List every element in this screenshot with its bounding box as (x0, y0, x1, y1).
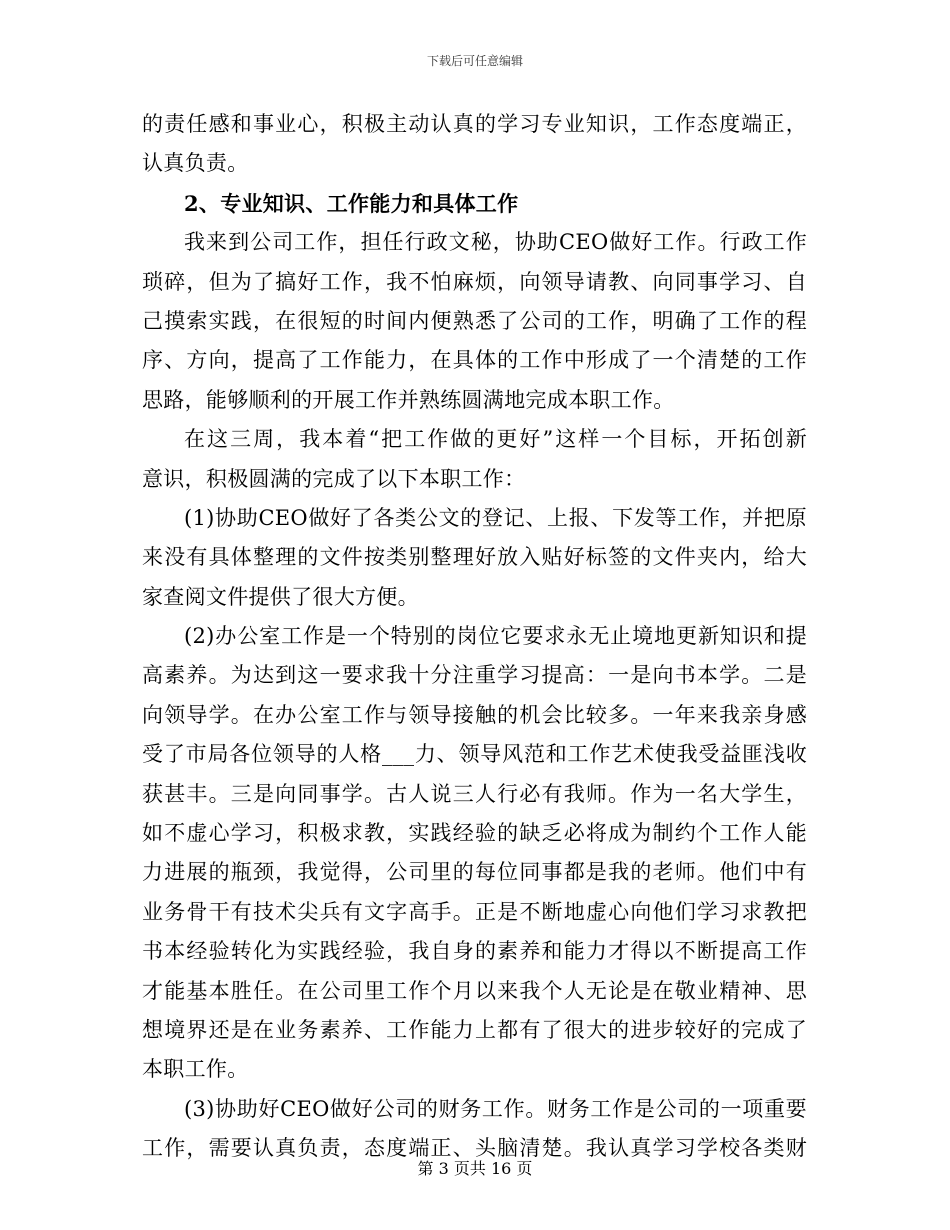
text-line-15: 高素养。为达到这一要求我十分注重学习提高：一是向书本学。二是 (142, 663, 807, 688)
text-line-12: 来没有具体整理的文件按类别整理好放入贴好标签的文件夹内，给大 (142, 545, 807, 570)
text-line-5: 琐碎，但为了搞好工作，我不怕麻烦，向领导请教、向同事学习、自 (142, 269, 807, 294)
text-line-27: 工作，需要认真负责，态度端正、头脑清楚。我认真学习学校各类财 (142, 1136, 807, 1161)
text-line-16: 向领导学。在办公室工作与领导接触的机会比较多。一年来我亲身感 (142, 702, 807, 727)
text-line-2: 认真负责。 (142, 151, 249, 176)
text-line-24: 想境界还是在业务素养、工作能力上都有了很大的进步较好的完成了 (142, 1017, 807, 1042)
page-number-footer: 第 3 页共 16 页 (417, 1159, 533, 1178)
text-line-11: (1)协助CEO做好了各类公文的登记、上报、下发等工作，并把原 (184, 505, 807, 530)
text-line-14: (2)办公室工作是一个特别的岗位它要求永无止境地更新知识和提 (184, 624, 807, 649)
text-line-1: 的责任感和事业心，积极主动认真的学习专业知识，工作态度端正， (142, 112, 807, 136)
text-line-25: 本职工作。 (142, 1057, 249, 1082)
text-line-20: 力进展的瓶颈，我觉得，公司里的每位同事都是我的老师。他们中有 (142, 860, 807, 885)
page-header: 下载后可任意编辑 (426, 54, 523, 68)
text-line-18: 获甚丰。三是向同事学。古人说三人行必有我师。作为一名大学生， (142, 781, 807, 806)
text-line-7: 序、方向，提高了工作能力，在具体的工作中形成了一个清楚的工作 (142, 348, 807, 373)
text-line-21: 业务骨干有技术尖兵有文字高手。正是不断地虚心向他们学习求教把 (142, 899, 807, 924)
text-line-13: 家查阅文件提供了很大方便。 (142, 584, 419, 609)
text-line-4: 我来到公司工作，担任行政文秘，协助CEO做好工作。行政工作 (184, 230, 807, 255)
section-heading: 2、专业知识、工作能力和具体工作 (184, 190, 519, 216)
text-line-6: 己摸索实践，在很短的时间内便熟悉了公司的工作，明确了工作的程 (142, 308, 807, 333)
text-line-19: 如不虚心学习，积极求教，实践经验的缺乏必将成为制约个工作人能 (142, 821, 807, 846)
text-line-17: 受了市局各位领导的人格___力、领导风范和工作艺术使我受益匪浅收 (142, 742, 807, 767)
text-line-23: 才能基本胜任。在公司里工作个月以来我个人无论是在敬业精神、思 (142, 978, 807, 1003)
text-line-22: 书本经验转化为实践经验，我自身的素养和能力才得以不断提高工作 (142, 939, 807, 964)
text-line-8: 思路，能够顺利的开展工作并熟练圆满地完成本职工作。 (142, 387, 675, 412)
text-line-10: 意识，积极圆满的完成了以下本职工作： (142, 466, 526, 491)
text-line-26: (3)协助好CEO做好公司的财务工作。财务工作是公司的一项重要 (184, 1096, 807, 1121)
text-line-9: 在这三周，我本着“把工作做的更好”这样一个目标，开拓创新 (184, 427, 807, 452)
document-body (142, 105, 807, 1169)
